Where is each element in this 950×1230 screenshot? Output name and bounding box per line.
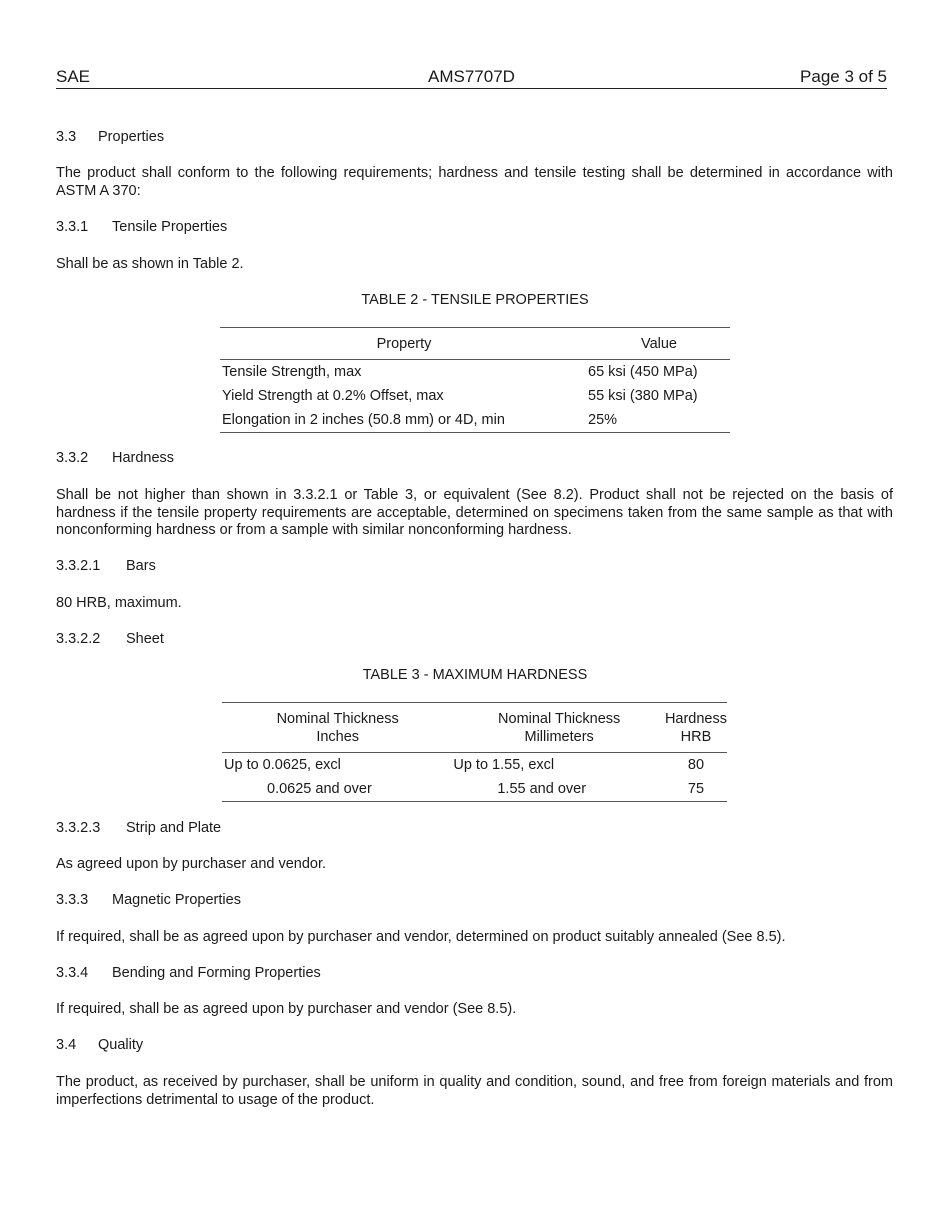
section-3-3-2-2-heading bbox=[56, 631, 164, 649]
table-3-title: TABLE 3 - MAXIMUM HARDNESS bbox=[362, 667, 588, 683]
section-3-4-paragraph: The product, as received by purchaser, shall be uniform in quality and condition, sound, and free from foreign materials and from imperfections detrimental to usage of the product. bbox=[56, 1074, 893, 1108]
section-number: 3.4 bbox=[56, 1037, 77, 1053]
header-doc-number: AMS7707D bbox=[428, 67, 515, 86]
section-title: Properties bbox=[98, 129, 165, 145]
section-3-3-heading bbox=[56, 129, 164, 147]
section-title: Bending and Forming Properties bbox=[112, 965, 321, 981]
table-cell: Yield Strength at 0.2% Offset, max bbox=[222, 388, 444, 404]
table-row bbox=[222, 777, 727, 802]
section-3-3-2-heading bbox=[56, 450, 174, 468]
section-number: 3.3.3 bbox=[56, 892, 89, 908]
table-row bbox=[220, 384, 730, 408]
section-3-3-4-paragraph: If required, shall be as agreed upon by purchaser and vendor (See 8.5). bbox=[56, 1001, 517, 1017]
header-page-number: Page 3 of 5 bbox=[800, 67, 887, 86]
section-title: Bars bbox=[126, 558, 156, 574]
section-title: Magnetic Properties bbox=[112, 892, 241, 908]
section-number: 3.3.2.1 bbox=[56, 558, 101, 574]
column-header: Property bbox=[220, 328, 586, 360]
table-2 bbox=[220, 327, 730, 433]
section-3-3-4-heading bbox=[56, 965, 321, 983]
column-header-line: Hardness bbox=[664, 710, 727, 727]
section-title: Sheet bbox=[126, 631, 164, 647]
section-3-3-2-3-paragraph: As agreed upon by purchaser and vendor. bbox=[56, 856, 327, 872]
table-header-row bbox=[220, 328, 730, 360]
table-row bbox=[222, 753, 727, 778]
section-number: 3.3 bbox=[56, 129, 77, 145]
section-number: 3.3.2 bbox=[56, 450, 89, 466]
table-cell: 25% bbox=[588, 412, 618, 428]
table-header-row bbox=[222, 703, 727, 753]
section-title: Hardness bbox=[112, 450, 175, 466]
column-header-line: Millimeters bbox=[524, 728, 594, 745]
table-row bbox=[220, 360, 730, 385]
column-header-line: Nominal Thickness bbox=[276, 710, 399, 727]
section-3-3-2-3-heading bbox=[56, 820, 221, 838]
section-3-4-heading bbox=[56, 1037, 143, 1055]
table-row bbox=[220, 408, 730, 433]
section-number: 3.3.2.3 bbox=[56, 820, 101, 836]
section-number: 3.3.4 bbox=[56, 965, 89, 981]
column-header: Value bbox=[586, 328, 730, 360]
section-3-3-3-paragraph: If required, shall be as agreed upon by purchaser and vendor, determined on product suitably annealed (See 8.5). bbox=[56, 929, 786, 945]
section-number: 3.3.1 bbox=[56, 219, 89, 235]
column-header-line: HRB bbox=[680, 728, 712, 745]
table-cell: 80 bbox=[687, 757, 705, 773]
table-cell: 0.0625 and over bbox=[267, 781, 372, 797]
column-header-line: Inches bbox=[316, 728, 360, 745]
table-cell: 65 ksi (450 MPa) bbox=[588, 364, 698, 380]
table-cell: Elongation in 2 inches (50.8 mm) or 4D, min bbox=[222, 412, 505, 428]
table-cell: Up to 0.0625, excl bbox=[224, 757, 341, 773]
table-cell: 75 bbox=[687, 781, 705, 797]
column-header-line: Nominal Thickness bbox=[498, 710, 621, 727]
section-3-3-1-paragraph: Shall be as shown in Table 2. bbox=[56, 256, 244, 272]
table-cell: 55 ksi (380 MPa) bbox=[588, 388, 698, 404]
section-number: 3.3.2.2 bbox=[56, 631, 101, 647]
page-header bbox=[56, 67, 887, 89]
table-2-title: TABLE 2 - TENSILE PROPERTIES bbox=[361, 292, 589, 308]
section-3-3-2-1-heading bbox=[56, 558, 156, 576]
section-title: Tensile Properties bbox=[112, 219, 228, 235]
header-org: SAE bbox=[56, 67, 91, 86]
section-3-3-2-1-paragraph: 80 HRB, maximum. bbox=[56, 595, 182, 611]
column-header bbox=[665, 703, 727, 753]
table-cell: Up to 1.55, excl bbox=[453, 757, 555, 773]
section-title: Quality bbox=[98, 1037, 144, 1053]
section-title: Strip and Plate bbox=[126, 820, 222, 836]
column-header bbox=[453, 703, 665, 753]
section-3-3-paragraph: The product shall conform to the following requirements; hardness and tensile testing shall be determined in accordance with ASTM A 370: bbox=[56, 165, 893, 199]
section-3-3-3-heading bbox=[56, 892, 241, 910]
table-cell: 1.55 and over bbox=[497, 781, 587, 797]
table-cell: Tensile Strength, max bbox=[222, 364, 362, 380]
column-header bbox=[222, 703, 453, 753]
section-3-3-1-heading bbox=[56, 219, 227, 237]
section-3-3-2-paragraph: Shall be not higher than shown in 3.3.2.1 or Table 3, or equivalent (See 8.2). Product shall not be rejected on the basis of hardness if the tensile property requirements are acceptable, determined on specimens taken from the same sample as that with nonconforming hardness or from a sample with similar nonconforming hardness. bbox=[56, 487, 893, 538]
table-3 bbox=[222, 702, 727, 802]
